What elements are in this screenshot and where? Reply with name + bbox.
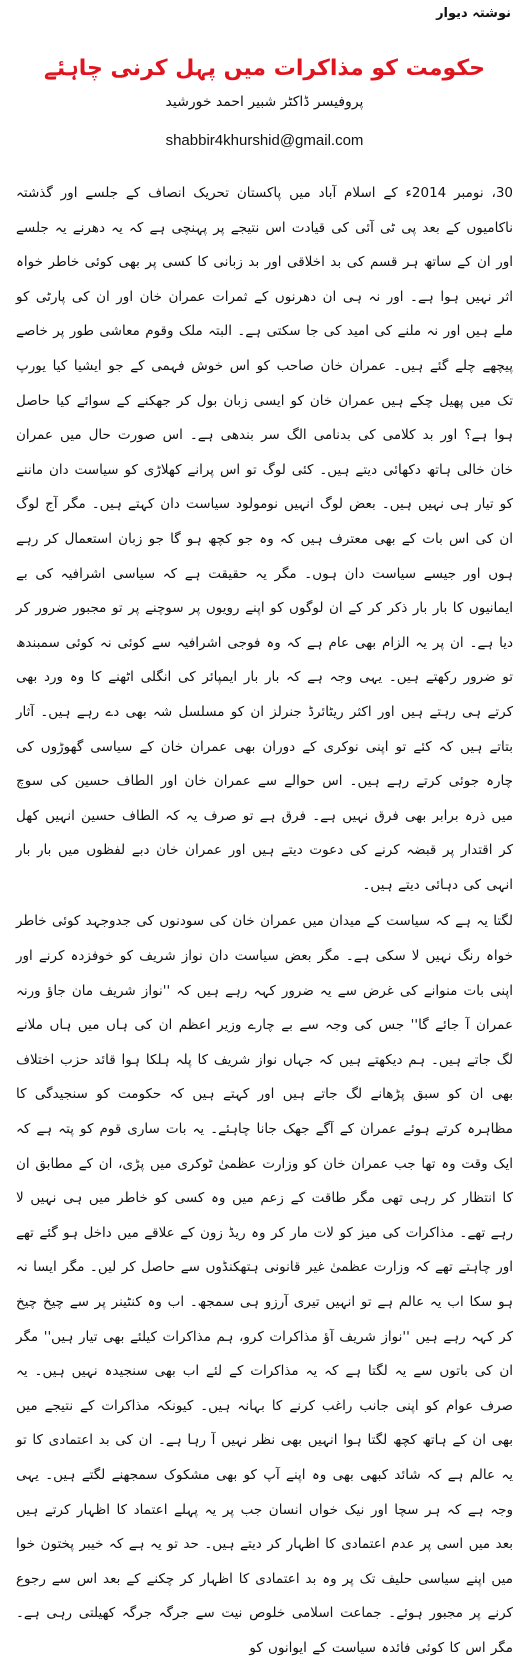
article-paragraph-1: 30، نومبر 2014ء کے اسلام آباد میں پاکستان تحریک انصاف کے جلسے اور گذشتہ ناکامیوں کے بعد پی ٹی آئی کی قیادت اس نتیجے پر پہنچی ہے کہ یہ دھرنے یہ جلسے اور ان کے ساتھ ہر قسم کی بد اخلاقی اور بد زبانی کا کسی پر بھی کوئی خاطر خواہ اثر نہیں ہوا ہے۔ اور نہ ہی ان دھرنوں کے ثمرات عمران خان اور ان کی پارٹی کو ملے ہیں اور نہ ملنے کی امید کی جا سکتی ہے۔ البتہ ملک وقوم معاشی طور پر خاصے پیچھے چلے گئے ہیں۔ عمران خان صاحب کو اس خوش فہمی کے جو ایشیا کیا یورپ تک میں پھیل چکے ہیں عمران خان کو ایسی زبان بول کر جھکنے کے سوائے کیا حاصل ہوا ہے؟ اور بد کلامی کی بدنامی الگ سر بندھی ہے۔ اس صورت حال میں عمران خان خالی ہاتھ دکھائی دیتے ہیں۔ کئی لوگ تو اس پرانے کھلاڑی کو سیاست دان ماننے کو تیار ہی نہیں ہیں۔ بعض لوگ انہیں نومولود سیاست دان کہتے ہیں۔ مگر آج لوگ ان کی اس بات کے بھی معترف ہیں کہ وہ جو کچھ ہو گا جو زبان استعمال کر رہے ہوں اور جیسے سیاست دان ہوں۔ مگر یہ حقیقت ہے کہ سیاسی اشرافیہ کی بے ایمانیوں کا بار بار ذکر کر کے ان لوگوں کو اپنے رویوں پر سوچنے پر تو مجبور ضرور کر دیا ہے۔ ان پر یہ الزام بھی عام ہے کہ وہ فوجی اشرافیہ سے کوئی نہ کوئی سمبندھ تو ضرور رکھتے ہیں۔ یہی وجہ ہے کہ بار بار ایمپائر کی انگلی اٹھنے کا وہ ورد بھی کرتے ہی رہتے ہیں اور اکثر ریٹائرڈ جنرلز ان کو مسلسل شہ بھی دے رہے ہیں۔ آثار بتاتے ہیں کہ کئے تو اپنی نوکری کے دوران بھی عمران خان کے سیاسی گھوڑوں کی چارہ جوئی کرتے رہے ہیں۔ اس حوالے سے عمران خان اور الطاف حسین کی سوچ میں ذرہ برابر بھی فرق نہیں ہے۔ فرق ہے تو صرف یہ کہ الطاف حسین انہیں کھل کر اقتدار پر قبضہ کرنے کی دعوت دیتے ہیں اور عمران خان دبے لفظوں میں بار بار انہی کی دہائی دیتے ہیں۔ (16, 185, 514, 893)
article-paragraph-2: لگتا یہ ہے کہ سیاست کے میدان میں عمران خان کی سودنوں کی جدوجہد کوئی خاطر خواہ رنگ نہیں لا سکی ہے۔ مگر بعض سیاست دان نواز شریف کو خوفزدہ کرنے اور اپنی بات منوانے کی غرض سے یہ ضرور کہہ رہے ہیں کہ ''نواز شریف مان جاؤ ورنہ عمران آ جائے گا'' جس کی وجہ سے بے چارے وزیر اعظم ان کی ہاں میں ہاں ملانے لگ جاتے ہیں۔ ہم دیکھتے ہیں کہ جہاں نواز شریف کا پلہ ہلکا ہوا قائد حزب اختلاف بھی ان کو سبق پڑھانے لگ جاتے ہیں اور کہتے ہیں کہ حکومت کو سنجیدگی کا مظاہرہ کرتے ہوئے عمران کے آگے جھک جانا چاہئے۔ یہ بات ساری قوم کو پتہ ہے کہ ایک وقت وہ تھا جب عمران خان کو وزارت عظمیٰ ٹوکری میں پڑی، ان کے مطابق ان کا انتظار کر رہی تھی مگر طاقت کے زعم میں وہ کسی کو خاطر میں ہی نہیں لا رہے تھے۔ مذاکرات کی میز کو لات مار کر وہ ریڈ زون کے علاقے میں داخل ہو گئے تھے اور چاہتے تھے کہ وزارت عظمیٰ غیر قانونی ہتھکنڈوں سے حاصل کر لیں۔ مگر ایسا نہ ہو سکا اب یہ عالم ہے تو انہیں تیری آرزو ہی سمجھ۔ اب وہ کنٹینر پر سے چیخ چیخ کر کہہ رہے ہیں ''نواز شریف آؤ مذاکرات کرو، ہم مذاکرات کیلئے بھی تیار ہیں'' مگر ان کی باتوں سے یہ لگتا ہے کہ یہ مذاکرات کے لئے اب بھی سنجیدہ نہیں ہیں۔ یہ صرف عوام کو اپنی جانب راغب کرنے کا بہانہ ہیں۔ کیونکہ مذاکرات کے نتیجے میں بھی ان کے ہاتھ کچھ لگتا ہوا انہیں بھی نظر نہیں آ رہا ہے۔ ان کی بد اعتمادی کا تو یہ عالم ہے کہ شائد کبھی بھی وہ اپنے آپ کو بھی مشکوک سمجھنے لگتے ہیں۔ یہی وجہ ہے کہ ہر سچا اور نیک خواں انسان جب پر یہ پہلے اعتماد کا اظہار کرتے ہیں بعد میں اسی پر عدم اعتمادی کا اظہار کر دیتے ہیں۔ حد تو یہ ہے کہ خیبر پختون خوا میں اپنے سیاسی حلیف تک پر وہ بد اعتمادی کا اظہار کر چکنے کے بعد اس سے رجوع کرنے پر مجبور ہوئے۔ جماعت اسلامی خلوص نیت سے جرگہ جرگہ کھیلتی رہی ہے۔ مگر اس کا کوئی فائدہ سیاست کے ایوانوں کو (16, 913, 513, 1656)
author-byline: پروفیسر ڈاکٹر شبیر احمد خورشید (165, 94, 364, 110)
author-email: shabbir4khurshid@gmail.com (165, 132, 364, 149)
column-name: نوشتہ دیوار (436, 6, 511, 21)
article-body (16, 176, 513, 1666)
article-headline: حکومت کو مذاکرات میں پہل کرنی چاہئے (44, 56, 485, 81)
